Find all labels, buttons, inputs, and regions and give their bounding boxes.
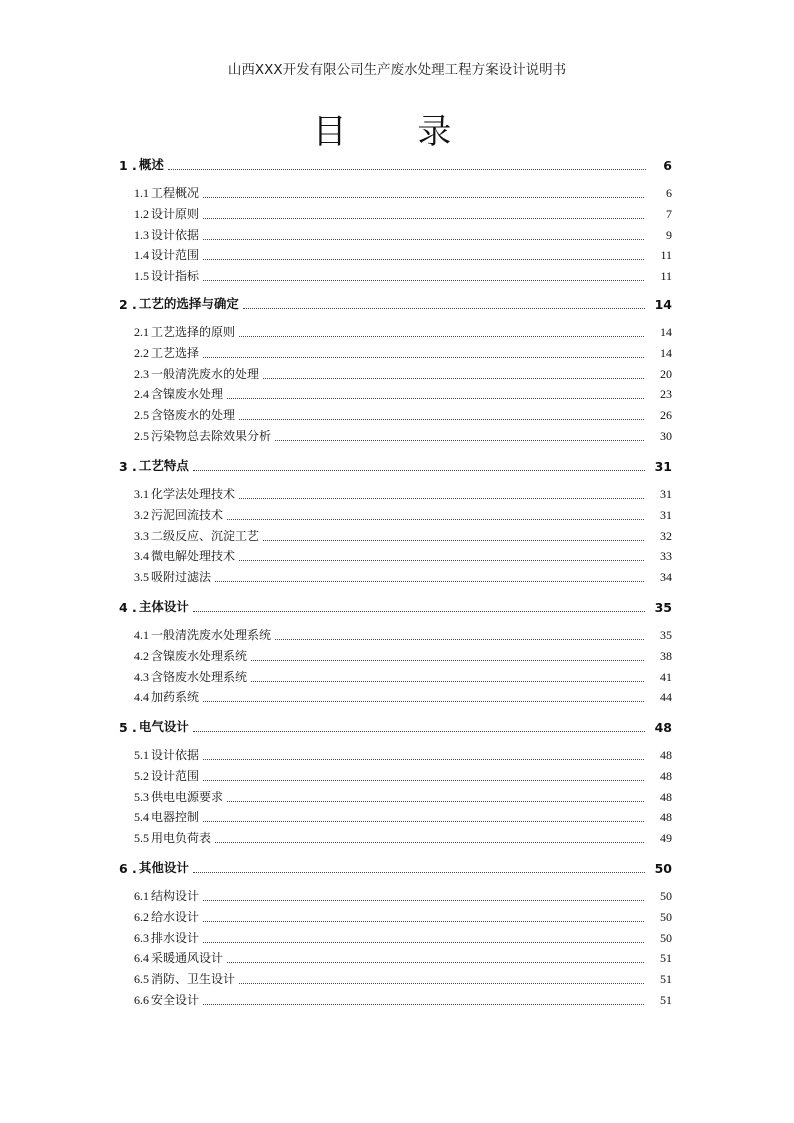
toc-label: 工程概况	[151, 186, 200, 200]
toc-page-number: 34	[660, 570, 672, 584]
toc-subsection-entry[interactable]	[134, 386, 672, 402]
toc-number: 6.3	[134, 931, 149, 945]
toc-label: 工艺的选择与确定	[138, 296, 239, 311]
toc-number: 2.5	[134, 429, 149, 443]
dot-leader	[203, 1003, 644, 1005]
toc-label: 用电负荷表	[151, 831, 212, 845]
toc-label: 含铬废水处理系统	[151, 670, 248, 684]
toc-page-number: 11	[660, 248, 672, 262]
toc-number: 3.4	[134, 549, 149, 563]
toc-label: 其他设计	[138, 860, 189, 875]
toc-page-number: 51	[660, 951, 672, 965]
toc-number: 3.2	[134, 508, 149, 522]
toc-page-number: 50	[660, 889, 672, 903]
dot-leader	[203, 217, 644, 219]
toc-subsection-entry[interactable]	[134, 930, 672, 946]
toc-label: 污染物总去除效果分析	[151, 429, 272, 443]
toc-number: 2.3	[134, 367, 149, 381]
toc-number: 3.5	[134, 570, 149, 584]
toc-section-entry[interactable]	[119, 860, 672, 876]
dot-leader	[203, 196, 644, 198]
dot-leader	[203, 820, 644, 822]
toc-number: 3 .	[119, 459, 137, 474]
toc-label: 设计依据	[151, 748, 200, 762]
dot-leader	[203, 700, 644, 702]
toc-label: 设计依据	[151, 228, 200, 242]
toc-page-number: 38	[660, 649, 672, 663]
dot-leader	[251, 659, 644, 661]
toc-number: 4 .	[119, 600, 137, 615]
toc-section-entry[interactable]	[119, 599, 672, 615]
toc-number: 1.2	[134, 207, 149, 221]
dot-leader	[193, 730, 645, 732]
toc-label: 工艺选择的原则	[151, 325, 236, 339]
toc-label: 工艺选择	[151, 346, 200, 360]
toc-subsection-entry[interactable]	[134, 669, 672, 685]
toc-label: 工艺特点	[138, 458, 189, 473]
toc-subsection-entry[interactable]	[134, 747, 672, 763]
toc-label: 给水设计	[151, 910, 200, 924]
dot-leader	[239, 497, 644, 499]
toc-page-number: 20	[660, 367, 672, 381]
dot-leader	[203, 258, 644, 260]
toc-number: 2.5	[134, 408, 149, 422]
dot-leader	[203, 758, 644, 760]
toc-page-number: 50	[660, 910, 672, 924]
toc-page-number: 31	[654, 459, 672, 474]
toc-page-number: 6	[663, 158, 672, 173]
dot-leader	[193, 469, 645, 471]
dot-leader	[275, 638, 644, 640]
toc-label: 吸附过滤法	[151, 570, 212, 584]
toc-subsection-entry[interactable]	[134, 689, 672, 705]
toc-page-number: 9	[666, 228, 672, 242]
toc-label: 结构设计	[151, 889, 200, 903]
dot-leader	[227, 518, 644, 520]
dot-leader	[275, 439, 644, 441]
toc-label: 采暖通风设计	[151, 951, 224, 965]
toc-number: 6.6	[134, 993, 149, 1007]
toc-page-number: 51	[660, 993, 672, 1007]
toc-subsection-entry[interactable]	[134, 345, 672, 361]
toc-label: 污泥回流技术	[151, 508, 224, 522]
toc-label: 含铬废水的处理	[151, 408, 236, 422]
toc-number: 5.4	[134, 810, 149, 824]
toc-subsection-entry[interactable]	[134, 324, 672, 340]
toc-page-number: 48	[660, 748, 672, 762]
toc-subsection-entry[interactable]	[134, 486, 672, 502]
toc-subsection-entry[interactable]	[134, 909, 672, 925]
toc-subsection-entry[interactable]	[134, 247, 672, 263]
toc-label: 设计原则	[151, 207, 200, 221]
toc-label: 二级反应、沉淀工艺	[151, 529, 260, 543]
toc-subsection-entry[interactable]	[134, 366, 672, 382]
toc-subsection-entry[interactable]	[134, 428, 672, 444]
toc-subsection-entry[interactable]	[134, 268, 672, 284]
toc-number: 3.3	[134, 529, 149, 543]
toc-number: 4.2	[134, 649, 149, 663]
toc-number: 4.1	[134, 628, 149, 642]
toc-page-number: 33	[660, 549, 672, 563]
toc-page-number: 35	[660, 628, 672, 642]
toc-subsection-entry[interactable]	[134, 548, 672, 564]
toc-subsection-entry[interactable]	[134, 648, 672, 664]
toc-number: 2.1	[134, 325, 149, 339]
toc-page-number: 41	[660, 670, 672, 684]
dot-leader	[203, 279, 644, 281]
dot-leader	[215, 580, 644, 582]
toc-subsection-entry[interactable]	[134, 830, 672, 846]
toc-label: 安全设计	[151, 993, 200, 1007]
toc-page-number: 31	[660, 508, 672, 522]
dot-leader	[215, 841, 644, 843]
toc-number: 1.4	[134, 248, 149, 262]
dot-leader	[239, 982, 644, 984]
toc-label: 供电电源要求	[151, 790, 224, 804]
toc-page-number: 48	[654, 720, 672, 735]
toc-number: 5.3	[134, 790, 149, 804]
toc-number: 1 .	[119, 158, 137, 173]
toc-page-number: 50	[654, 861, 672, 876]
toc-subsection-entry[interactable]	[134, 789, 672, 805]
toc-page-number: 6	[666, 186, 672, 200]
toc-label: 消防、卫生设计	[151, 972, 236, 986]
toc-subsection-entry[interactable]	[134, 971, 672, 987]
toc-number: 5.5	[134, 831, 149, 845]
toc-number: 4.4	[134, 690, 149, 704]
toc-page-number: 49	[660, 831, 672, 845]
toc-label: 概述	[138, 157, 164, 172]
toc-page-number: 51	[660, 972, 672, 986]
toc-page-number: 48	[660, 790, 672, 804]
toc-label: 含镍废水处理	[151, 387, 224, 401]
toc-label: 设计范围	[151, 248, 200, 262]
toc-page-number: 23	[660, 387, 672, 401]
toc-number: 6.1	[134, 889, 149, 903]
dot-leader	[239, 335, 644, 337]
toc-number: 2.2	[134, 346, 149, 360]
toc-page-number: 30	[660, 429, 672, 443]
toc-label: 微电解处理技术	[151, 549, 236, 563]
toc-section-entry[interactable]	[119, 719, 672, 735]
toc-label: 含镍废水处理系统	[151, 649, 248, 663]
toc-number: 4.3	[134, 670, 149, 684]
toc-page-number: 48	[660, 810, 672, 824]
dot-leader	[227, 397, 644, 399]
dot-leader	[203, 356, 644, 358]
dot-leader	[203, 238, 644, 240]
dot-leader	[239, 559, 644, 561]
toc-number: 6.5	[134, 972, 149, 986]
toc-label: 化学法处理技术	[151, 487, 236, 501]
toc-subsection-entry[interactable]	[134, 950, 672, 966]
toc-subsection-entry[interactable]	[134, 206, 672, 222]
toc-number: 6 .	[119, 861, 137, 876]
toc-number: 1.5	[134, 269, 149, 283]
toc-section-entry[interactable]	[119, 458, 672, 474]
toc-subsection-entry[interactable]	[134, 768, 672, 784]
toc-number: 6.2	[134, 910, 149, 924]
toc-subsection-entry[interactable]	[134, 992, 672, 1008]
toc-page-number: 26	[660, 408, 672, 422]
toc-subsection-entry[interactable]	[134, 569, 672, 585]
toc-number: 5 .	[119, 720, 137, 735]
toc-page-number: 44	[660, 690, 672, 704]
toc-title: 目 录	[312, 112, 482, 152]
toc-label: 设计范围	[151, 769, 200, 783]
toc-section-entry[interactable]	[119, 157, 672, 173]
toc-number: 3.1	[134, 487, 149, 501]
toc-subsection-entry[interactable]	[134, 888, 672, 904]
dot-leader	[193, 871, 645, 873]
toc-subsection-entry[interactable]	[134, 227, 672, 243]
toc-label: 电气设计	[138, 719, 189, 734]
toc-page-number: 35	[654, 600, 672, 615]
toc-number: 1.1	[134, 186, 149, 200]
dot-leader	[227, 800, 644, 802]
toc-number: 1.3	[134, 228, 149, 242]
dot-leader	[203, 779, 644, 781]
dot-leader	[203, 941, 644, 943]
dot-leader	[227, 961, 644, 963]
toc-page-number: 14	[654, 297, 672, 312]
toc-subsection-entry[interactable]	[134, 627, 672, 643]
toc-number: 2 .	[119, 297, 137, 312]
dot-leader	[203, 899, 644, 901]
toc-page-number: 31	[660, 487, 672, 501]
toc-subsection-entry[interactable]	[134, 407, 672, 423]
toc-subsection-entry[interactable]	[134, 528, 672, 544]
toc-label: 一般清洗废水的处理	[151, 367, 260, 381]
toc-label: 设计指标	[151, 269, 200, 283]
dot-leader	[239, 418, 644, 420]
toc-label: 主体设计	[138, 599, 189, 614]
dot-leader	[251, 680, 644, 682]
toc-subsection-entry[interactable]	[134, 507, 672, 523]
toc-page-number: 14	[660, 346, 672, 360]
toc-number: 2.4	[134, 387, 149, 401]
document-header: 山西XXX开发有限公司生产废水处理工程方案设计说明书	[227, 62, 567, 78]
toc-subsection-entry[interactable]	[134, 185, 672, 201]
toc-page-number: 48	[660, 769, 672, 783]
toc-subsection-entry[interactable]	[134, 809, 672, 825]
dot-leader	[168, 168, 646, 170]
toc-number: 6.4	[134, 951, 149, 965]
toc-label: 电器控制	[151, 810, 200, 824]
toc-page-number: 14	[660, 325, 672, 339]
toc-page-number: 32	[660, 529, 672, 543]
dot-leader	[193, 610, 645, 612]
dot-leader	[263, 539, 644, 541]
dot-leader	[263, 377, 644, 379]
toc-number: 5.1	[134, 748, 149, 762]
dot-leader	[203, 920, 644, 922]
dot-leader	[243, 307, 645, 309]
toc-number: 5.2	[134, 769, 149, 783]
toc-page-number: 7	[666, 207, 672, 221]
toc-section-entry[interactable]	[119, 296, 672, 312]
toc-label: 一般清洗废水处理系统	[151, 628, 272, 642]
toc-label: 加药系统	[151, 690, 200, 704]
toc-page-number: 11	[660, 269, 672, 283]
toc-page-number: 50	[660, 931, 672, 945]
toc-label: 排水设计	[151, 931, 200, 945]
